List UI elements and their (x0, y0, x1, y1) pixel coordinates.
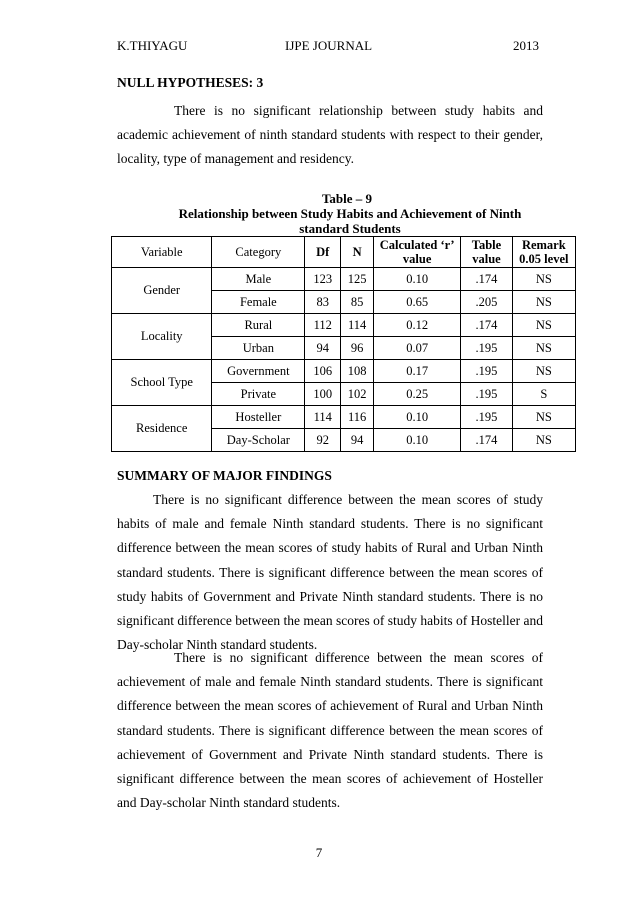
category-cell: Day-Scholar (212, 429, 305, 452)
remark-cell: S (512, 383, 575, 406)
summary-title: SUMMARY OF MAJOR FINDINGS (117, 468, 332, 483)
r-cell: 0.12 (374, 314, 461, 337)
df-cell: 83 (305, 291, 341, 314)
r-cell: 0.10 (374, 406, 461, 429)
header-year: 2013 (513, 38, 539, 53)
col-remark: Remark 0.05 level (512, 237, 575, 268)
table-title: Table – 9 (321, 191, 373, 206)
variable-cell: Locality (112, 314, 212, 360)
table-value-cell: .195 (461, 360, 512, 383)
remark-cell: NS (512, 314, 575, 337)
n-cell: 116 (341, 406, 374, 429)
category-cell: Female (212, 291, 305, 314)
n-cell: 94 (341, 429, 374, 452)
summary-paragraph-2: There is no significant difference between the mean scores of achievement of male and female Ninth standard students. There is significant difference between the mean scores of achievement of Rural and Urban Ninth standard students. There is significant difference between the mean scores of achievement of Government and Private Ninth standard students. There is significant difference between the mean scores of achievement of Hosteller and Day-scholar Ninth standard students. (117, 650, 543, 811)
n-cell: 114 (341, 314, 374, 337)
table-value-cell: .174 (461, 314, 512, 337)
table-header-row (112, 237, 576, 268)
table-value-cell: .205 (461, 291, 512, 314)
n-cell: 102 (341, 383, 374, 406)
table-value-cell: .174 (461, 268, 512, 291)
r-cell: 0.17 (374, 360, 461, 383)
remark-cell: NS (512, 406, 575, 429)
table-caption: Relationship between Study Habits and Achievement of Ninth standard Students (178, 206, 522, 236)
df-cell: 112 (305, 314, 341, 337)
remark-cell: NS (512, 291, 575, 314)
table-value-cell: .195 (461, 406, 512, 429)
remark-cell: NS (512, 360, 575, 383)
n-cell: 96 (341, 337, 374, 360)
col-table-value: Table value (461, 237, 512, 268)
table-value-cell: .195 (461, 383, 512, 406)
results-table (111, 236, 576, 452)
variable-cell: School Type (112, 360, 212, 406)
r-cell: 0.65 (374, 291, 461, 314)
table-value-cell: .195 (461, 337, 512, 360)
remark-cell: NS (512, 268, 575, 291)
r-cell: 0.10 (374, 429, 461, 452)
remark-cell: NS (512, 337, 575, 360)
category-cell: Rural (212, 314, 305, 337)
n-cell: 85 (341, 291, 374, 314)
category-cell: Urban (212, 337, 305, 360)
n-cell: 108 (341, 360, 374, 383)
col-category: Category (212, 237, 305, 268)
col-df: Df (305, 237, 341, 268)
remark-cell: NS (512, 429, 575, 452)
table-row (112, 360, 576, 383)
category-cell: Hosteller (212, 406, 305, 429)
df-cell: 114 (305, 406, 341, 429)
table-row (112, 268, 576, 291)
df-cell: 94 (305, 337, 341, 360)
df-cell: 123 (305, 268, 341, 291)
header-author: K.THIYAGU (117, 38, 188, 53)
variable-cell: Residence (112, 406, 212, 452)
null-hypotheses-text: There is no significant relationship between study habits and academic achievement of ninth standard students with respect to their gender, locality, type of management and residency. (117, 103, 543, 167)
table-row (112, 314, 576, 337)
r-cell: 0.10 (374, 268, 461, 291)
n-cell: 125 (341, 268, 374, 291)
variable-cell: Gender (112, 268, 212, 314)
header-journal: IJPE JOURNAL (285, 38, 373, 53)
col-n: N (341, 237, 374, 268)
category-cell: Government (212, 360, 305, 383)
null-hypotheses-title: NULL HYPOTHESES: 3 (117, 75, 264, 90)
category-cell: Male (212, 268, 305, 291)
table-value-cell: .174 (461, 429, 512, 452)
r-cell: 0.07 (374, 337, 461, 360)
df-cell: 100 (305, 383, 341, 406)
table-row (112, 406, 576, 429)
df-cell: 92 (305, 429, 341, 452)
r-cell: 0.25 (374, 383, 461, 406)
col-calculated-r: Calculated ‘r’ value (374, 237, 461, 268)
page-number: 7 (315, 845, 323, 860)
summary-paragraph-1: There is no significant difference between the mean scores of study habits of male and female Ninth standard students. There is no significant difference between the mean scores of study habits of Rural and Urban Ninth standard students. There is significant difference between the mean scores of study habits of Government and Private Ninth standard students. There is no significant difference between the mean scores of study habits of Hosteller and Day-scholar Ninth standard students. (117, 492, 543, 653)
df-cell: 106 (305, 360, 341, 383)
col-variable: Variable (112, 237, 212, 268)
category-cell: Private (212, 383, 305, 406)
